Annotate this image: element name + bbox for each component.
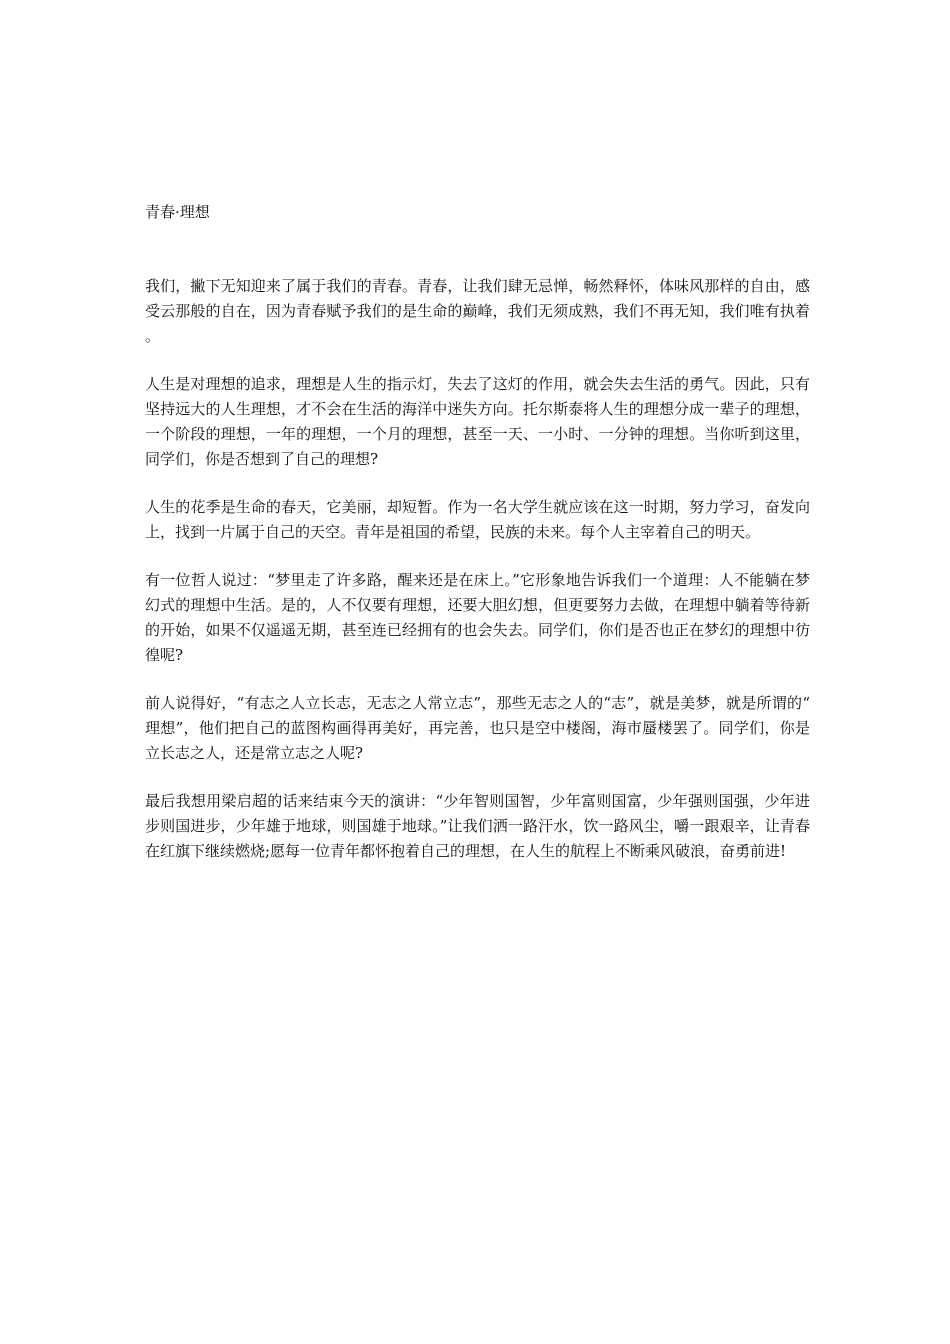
paragraph-1: 我们，撇下无知迎来了属于我们的青春。青春，让我们肆无忌惮，畅然释怀，体味风那样的自由，感受云那般的自在，因为青春赋予我们的是生命的巅峰，我们无须成熟，我们不再无知，我们唯有执着。 bbox=[145, 277, 810, 345]
paragraph-2: 人生是对理想的追求，理想是人生的指示灯，失去了这灯的作用，就会失去生活的勇气。因此，只有坚持远大的人生理想，才不会在生活的海洋中迷失方向。托尔斯泰将人生的理想分成一辈子的理想，一个阶段的理想，一年的理想，一个月的理想，甚至一天、一小时、一分钟的理想。当你听到这里，同学们，你是否想到了自己的理想? bbox=[145, 375, 810, 468]
document-body bbox=[145, 274, 810, 887]
paragraph-5: 前人说得好，“有志之人立长志，无志之人常立志”，那些无志之人的“志”，就是美梦，就是所谓的“理想”，他们把自己的蓝图构画得再美好，再完善，也只是空中楼阁，海市蜃楼罢了。同学们，你是立长志之人，还是常立志之人呢? bbox=[145, 694, 810, 762]
paragraph-3: 人生的花季是生命的春天，它美丽，却短暂。作为一名大学生就应该在这一时期，努力学习，奋发向上，找到一片属于自己的天空。青年是祖国的希望，民族的未来。每个人主宰着自己的明天。 bbox=[145, 498, 810, 541]
document-title: 青春·理想 bbox=[145, 203, 210, 221]
paragraph-4: 有一位哲人说过：“梦里走了许多路，醒来还是在床上。”它形象地告诉我们一个道理：人不能躺在梦幻式的理想中生活。是的，人不仅要有理想，还要大胆幻想，但更要努力去做，在理想中躺着等待新的开始，如果不仅遥遥无期，甚至连已经拥有的也会失去。同学们，你们是否也正在梦幻的理想中彷徨呢? bbox=[145, 571, 810, 664]
paragraph-6: 最后我想用梁启超的话来结束今天的演讲：“少年智则国智，少年富则国富，少年强则国强，少年进步则国进步，少年雄于地球，则国雄于地球。”让我们洒一路汗水，饮一路风尘，嚼一跟艰辛，让青春在红旗下继续燃烧;愿每一位青年都怀抱着自己的理想，在人生的航程上不断乘风破浪，奋勇前进! bbox=[145, 792, 810, 860]
